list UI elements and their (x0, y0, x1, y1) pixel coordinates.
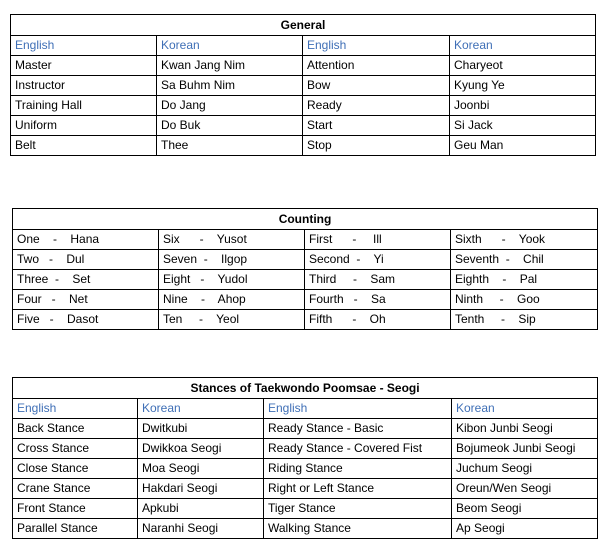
table-cell: Geu Man (450, 136, 596, 156)
table-cell: Seventh - Chil (451, 250, 598, 270)
table-row (13, 250, 598, 270)
table-cell: Juchum Seogi (452, 459, 598, 479)
table-title-row (13, 378, 598, 399)
table-cell: Ready Stance - Covered Fist (264, 439, 452, 459)
table-cell: Kwan Jang Nim (157, 56, 303, 76)
table-cell: Parallel Stance (13, 519, 138, 539)
table-cell: First - Ill (305, 230, 451, 250)
table-cell: Seven - Ilgop (159, 250, 305, 270)
table-cell: Training Hall (11, 96, 157, 116)
column-header: English (11, 36, 157, 56)
table-cell: Six - Yusot (159, 230, 305, 250)
table-cell: Ninth - Goo (451, 290, 598, 310)
table-cell: Naranhi Seogi (138, 519, 264, 539)
table-cell: Three - Set (13, 270, 159, 290)
table-row (11, 136, 596, 156)
table-cell: Bojumeok Junbi Seogi (452, 439, 598, 459)
table-row (13, 519, 598, 539)
table-cell: Sa Buhm Nim (157, 76, 303, 96)
table-cell: Uniform (11, 116, 157, 136)
counting-table (12, 208, 598, 330)
table-cell: Oreun/Wen Seogi (452, 479, 598, 499)
table-cell: One - Hana (13, 230, 159, 250)
column-header: English (13, 399, 138, 419)
table-cell: Nine - Ahop (159, 290, 305, 310)
header-row (11, 36, 596, 56)
table-cell: Tenth - Sip (451, 310, 598, 330)
table-row (11, 116, 596, 136)
column-header: Korean (450, 36, 596, 56)
table-cell: Do Jang (157, 96, 303, 116)
header-row (13, 399, 598, 419)
table-cell: Second - Yi (305, 250, 451, 270)
table-cell: Stop (303, 136, 450, 156)
table-cell: Start (303, 116, 450, 136)
table-cell: Close Stance (13, 459, 138, 479)
table-row (13, 419, 598, 439)
column-header: Korean (157, 36, 303, 56)
table-cell: Charyeot (450, 56, 596, 76)
table-cell: Ten - Yeol (159, 310, 305, 330)
table-cell: Apkubi (138, 499, 264, 519)
table-row (13, 459, 598, 479)
table-cell: Thee (157, 136, 303, 156)
table-cell: Back Stance (13, 419, 138, 439)
table-cell: Ap Seogi (452, 519, 598, 539)
table-cell: Ready Stance - Basic (264, 419, 452, 439)
table-row (13, 270, 598, 290)
table-cell: Tiger Stance (264, 499, 452, 519)
table-cell: Riding Stance (264, 459, 452, 479)
table-cell: Belt (11, 136, 157, 156)
table-row (13, 310, 598, 330)
column-header: Korean (452, 399, 598, 419)
table-cell: Eighth - Pal (451, 270, 598, 290)
table-cell: Moa Seogi (138, 459, 264, 479)
table-cell: Eight - Yudol (159, 270, 305, 290)
counting-title: Counting (13, 209, 598, 230)
table-cell: Si Jack (450, 116, 596, 136)
table-row (11, 56, 596, 76)
table-cell: Dwikkoa Seogi (138, 439, 264, 459)
table-cell: Third - Sam (305, 270, 451, 290)
stances-table (12, 377, 598, 539)
table-cell: Cross Stance (13, 439, 138, 459)
table-row (13, 230, 598, 250)
table-cell: Sixth - Yook (451, 230, 598, 250)
table-cell: Instructor (11, 76, 157, 96)
table-row (13, 499, 598, 519)
table-cell: Bow (303, 76, 450, 96)
table-cell: Ready (303, 96, 450, 116)
table-cell: Four - Net (13, 290, 159, 310)
table-cell: Two - Dul (13, 250, 159, 270)
table-row (11, 76, 596, 96)
table-cell: Fifth - Oh (305, 310, 451, 330)
table-cell: Fourth - Sa (305, 290, 451, 310)
table-cell: Do Buk (157, 116, 303, 136)
column-header: Korean (138, 399, 264, 419)
table-cell: Joonbi (450, 96, 596, 116)
table-cell: Five - Dasot (13, 310, 159, 330)
table-cell: Kyung Ye (450, 76, 596, 96)
table-cell: Walking Stance (264, 519, 452, 539)
table-cell: Beom Seogi (452, 499, 598, 519)
table-row (13, 439, 598, 459)
table-row (13, 479, 598, 499)
table-title-row (13, 209, 598, 230)
column-header: English (303, 36, 450, 56)
table-cell: Master (11, 56, 157, 76)
table-cell: Attention (303, 56, 450, 76)
stances-title: Stances of Taekwondo Poomsae - Seogi (13, 378, 598, 399)
table-cell: Kibon Junbi Seogi (452, 419, 598, 439)
column-header: English (264, 399, 452, 419)
general-table (10, 14, 596, 156)
table-row (11, 96, 596, 116)
table-cell: Crane Stance (13, 479, 138, 499)
table-cell: Dwitkubi (138, 419, 264, 439)
general-title: General (11, 15, 596, 36)
table-cell: Front Stance (13, 499, 138, 519)
table-cell: Hakdari Seogi (138, 479, 264, 499)
table-title-row (11, 15, 596, 36)
table-row (13, 290, 598, 310)
table-cell: Right or Left Stance (264, 479, 452, 499)
